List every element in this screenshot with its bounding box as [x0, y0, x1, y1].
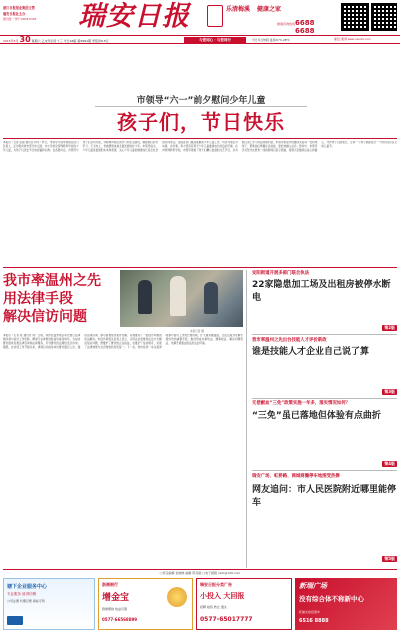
right-story-4-kicker: 瑞安广场、虹桥路、商城商圈停车地图受热捧 — [252, 474, 340, 479]
right-story-2-headline: 谁是技能人才企业自己说了算 — [252, 347, 370, 357]
section-divider — [3, 267, 397, 268]
website-link[interactable]: 瑞安日报网 www.ruianrb.com — [334, 38, 371, 41]
ad-4[interactable] — [295, 578, 397, 630]
ad-2-coin-icon — [167, 587, 187, 607]
sponsor-line-1: 浙江日报报业集团主管 — [3, 6, 35, 10]
qr-code-icon[interactable] — [341, 3, 369, 31]
lead-kicker-underline — [95, 106, 307, 107]
right-divider-3 — [252, 470, 397, 471]
column-divider — [246, 270, 247, 568]
right-story-2-kicker: 我市率温州之先出台技能人才评价新政 — [252, 338, 327, 343]
dateline-price: 零售价0.5元 — [92, 39, 109, 43]
header-ad-sub: 健康之家 — [257, 6, 282, 13]
dateline-issue: 第5961期 — [77, 39, 92, 43]
story2-headline-2: 用法律手段 — [3, 291, 73, 307]
hospital-logo-icon — [207, 5, 223, 27]
right-story-3[interactable] — [252, 401, 397, 469]
header-ad[interactable] — [207, 3, 335, 33]
serial-number: 国内统一刊号 CN33-0103 — [3, 17, 37, 21]
masthead: 瑞安日报 — [78, 1, 190, 32]
ad-1-extra: 公司注册·代理记账·商标专利 — [7, 599, 45, 603]
ad-1[interactable] — [3, 578, 95, 630]
ad-2[interactable] — [98, 578, 193, 630]
right-story-1-kicker: 安阳街道开展多部门联合执法 — [252, 271, 310, 276]
header-ad-phone-label: 健康咨询热线 — [277, 22, 296, 26]
right-story-4-headline: 网友追问：市人民医院附近哪里能停车 — [252, 484, 397, 508]
right-story-1-headline: 22家隐患加工场及出租房被停水断电 — [252, 280, 391, 303]
ad-2-extra: 稳健理财 收益可观 — [102, 607, 127, 611]
right-story-1[interactable] — [252, 270, 397, 333]
lead-kicker: 市领导“六一”前夕慰问少年儿童 — [136, 96, 266, 106]
contact-line: □责任编辑 金晓晓 编辑 陈丹娟 □电子邮箱 rarb@126.com — [159, 571, 241, 575]
sponsor-line-2: 瑞安日报社主办 — [3, 12, 26, 16]
story2-body: 本报讯（记者 陈 通讯员 周）日前，我市在温州地区率先推行法律顾问参与信访工作机制，聘请专业律师进驻信访接待场所，为信访群众提供免费法律咨询和法律服务，引导群众依法理性表达诉求。据悉，自该项工作开展以来，律师们共接待来访群众数百人次，提供法律咨询，参与疑难信访案件化解，有效推动了一批信访问题的依法解决。市信访局相关负责人表示，运用法治思维和法治方式解决信访问题，既维护了群众的合法权益，也维护了信访秩序，实现了法律效果与社会效果的有机统一。下一步，我市将进一步完善律师参与信访工作的长效机制，扩大服务覆盖面，让法治成为化解矛盾纠纷的重要手段，推动形成办事依法、遇事找法、解决问题用法、化解矛盾靠法的良好法治环境。 — [3, 334, 243, 350]
ad-3[interactable] — [196, 578, 292, 630]
qr-code-icon-2[interactable] — [371, 3, 397, 31]
slogan-sep: · — [214, 38, 216, 42]
lead-headline: 孩子们，节日快乐 — [117, 110, 285, 134]
header-ad-phone: 6688 6688 — [295, 19, 315, 35]
sponsor-block — [3, 5, 61, 21]
dateline-pages: 今日16版 — [63, 39, 77, 43]
slogan-2: 与您同行 — [216, 38, 231, 42]
weather: 今日多云转阴 温度21℃-28℃ — [252, 38, 290, 42]
right-story-4-page[interactable]: 第5版 — [384, 556, 395, 561]
right-story-3-page[interactable]: 第4版 — [384, 461, 395, 466]
slogan-box — [184, 37, 246, 43]
story2-photo — [120, 270, 243, 327]
story2-headline-3: 解决信访问题 — [3, 309, 87, 325]
contact-divider — [3, 569, 397, 570]
ad-3-extra: 招聘 租售 转让 遗失 — [200, 605, 227, 609]
ad-1-title: 塘下企业服务中心 — [7, 584, 48, 590]
header-ad-title: 乐清梅溪 — [226, 6, 251, 13]
lead-body: 本报讯（记者 张丽 通讯员 林可）昨日，市领导分别带领相关部门负责人，走访慰问我市部分幼儿园、中小学校及特殊教育学校的少年儿童，为孩子们送去节日的祝福和礼物。在各慰问点，市领导与孩子们亲切交谈，详细询问他们的学习和生活情况，勉励他们好好学习、天天向上，争做德智体美全面发展的好少年。市领导指出，少年儿童是祖国的未来和希望，关心少年儿童的健康成长是全社会的共同责任。各级各部门要高度重视少年儿童工作，切实为他们办实事、办好事，努力营造有利于少年儿童健康成长的良好环境。在市特殊教育学校，市领导观看了孩子们精心准备的文艺节目，并为他们送上学习用品和慰问金。市领导希望学校继续关爱每一位特殊孩子，帮助他们掌握生活技能，更好地融入社会。慰问中，市领导还对坚守在教育一线的教师们表示感谢，希望大家继续以爱心和耐心，守护孩子们的成长，让每一个孩子都能度过一个快乐而有意义的儿童节。 — [3, 141, 397, 153]
right-divider-2 — [252, 398, 397, 399]
ad-4-phone: 6516 8888 — [299, 618, 329, 624]
right-story-3-headline: “三免”虽已落地但体验有点曲折 — [252, 410, 381, 421]
right-story-3-kicker: 无偿献血“三免”政策实施一年多，落实情况如何？ — [252, 401, 350, 406]
dateline-lunar: 乙未年四月十三 — [41, 39, 63, 43]
ad-4-extra: 旺铺火热招商中 — [299, 610, 321, 614]
story2-headline — [3, 272, 113, 326]
ad-2-phone: 0577-66568899 — [102, 617, 138, 622]
ad-1-logo-icon — [7, 616, 23, 625]
ad-4-sub: 没有综合体不称新中心 — [299, 595, 364, 603]
dateline-weekday: 星期六 — [31, 39, 41, 43]
story2-headline-1: 我市率温州之先 — [3, 273, 101, 289]
ad-2-title: 增金宝 — [102, 593, 130, 603]
ad-4-title: 新瑞广场 — [299, 582, 327, 590]
ad-1-sub: 专业服务 值得信赖 — [7, 592, 37, 596]
ad-3-sub: 小投入 大回报 — [200, 592, 245, 600]
dateline-day: 30 — [19, 35, 31, 44]
slogan-1: 与您同心 — [199, 38, 214, 42]
lead-divider — [3, 138, 397, 139]
right-story-2-page[interactable]: 第3版 — [384, 389, 395, 394]
photo-caption: 本报记者 摄 — [190, 330, 204, 333]
right-story-1-page[interactable]: 第2版 — [384, 325, 395, 330]
right-story-2[interactable] — [252, 337, 397, 397]
ad-3-phone: 0577-65017777 — [200, 616, 253, 623]
right-divider-1 — [252, 334, 397, 335]
dateline-yearmonth: 2015年5月 — [3, 39, 19, 43]
ad-3-title: 瑞安日报分类广告 — [200, 582, 232, 587]
ad-2-sub: 浙商银行 — [102, 582, 118, 587]
right-story-4[interactable] — [252, 474, 397, 566]
